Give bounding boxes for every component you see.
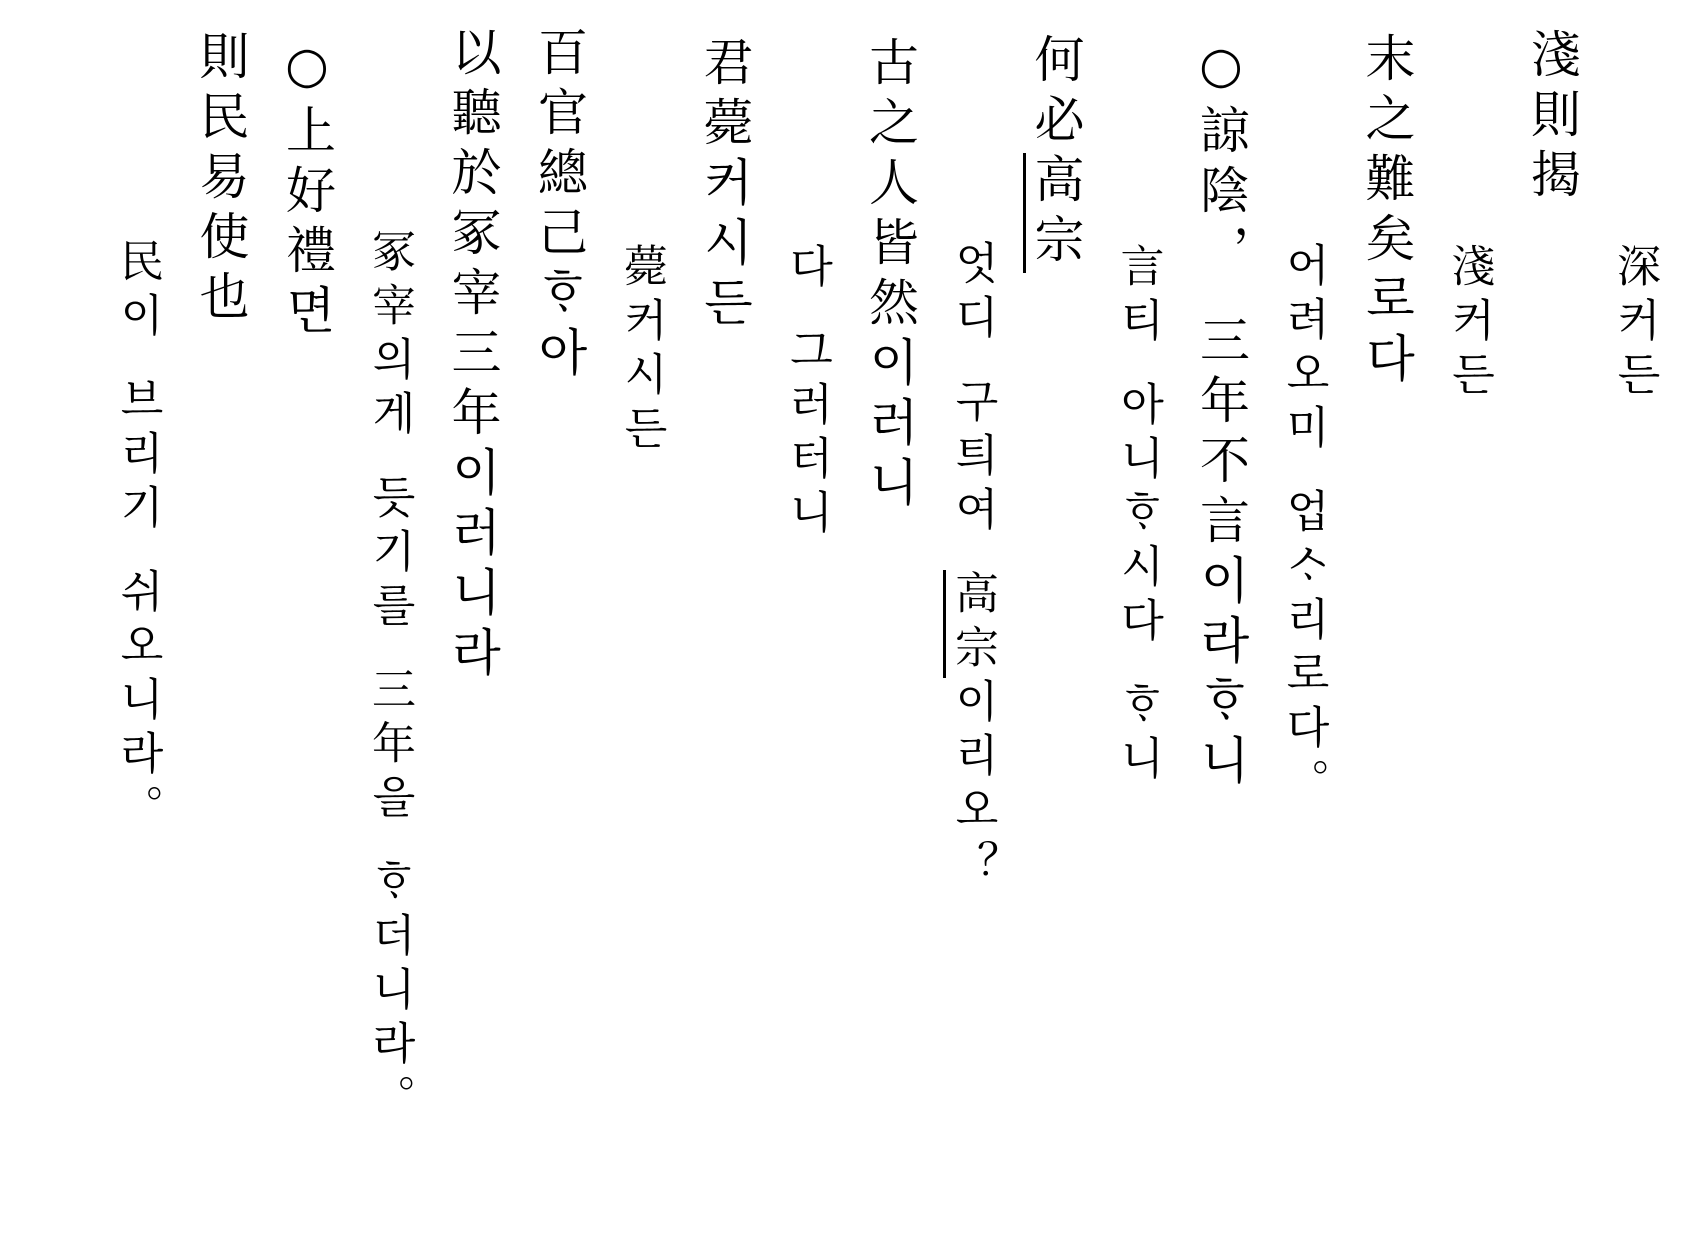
gloss-text-column bbox=[945, 0, 1000, 1239]
text-segment: 末之難矣로다 bbox=[1357, 32, 1416, 392]
text-segment: 則民易使也 bbox=[191, 30, 250, 330]
text-segment: 쉬오니라。 bbox=[112, 568, 163, 838]
text-segment: 深커든 bbox=[1609, 243, 1660, 405]
main-text-column bbox=[1024, 0, 1087, 1239]
text-segment: 何必 bbox=[1026, 33, 1085, 153]
main-text-column bbox=[1521, 0, 1584, 1239]
text-segment: 三年不言이라ᄒᆞ니 bbox=[1192, 314, 1250, 794]
main-text-column bbox=[441, 0, 504, 1239]
text-segment: 업ᄉᆞ리로다。 bbox=[1278, 488, 1329, 812]
main-text-column bbox=[189, 0, 252, 1239]
text-segment: ○上好禮면 bbox=[278, 36, 336, 344]
text-segment: 百官總己ᄒᆞ아 bbox=[530, 26, 588, 386]
main-text-column bbox=[276, 0, 339, 1239]
text-segment: 브리기 bbox=[112, 376, 163, 538]
gloss-text-column bbox=[362, 0, 417, 1239]
text-segment: 薨커시든 bbox=[616, 243, 667, 459]
gloss-text-column bbox=[1276, 0, 1331, 1239]
text-block bbox=[86, 0, 1662, 1239]
gloss-text-column bbox=[780, 0, 835, 1239]
text-segment: 아니ᄒᆞ시다 bbox=[1112, 381, 1164, 651]
text-segment: 民이 bbox=[112, 238, 163, 346]
text-segment: 三年을 bbox=[364, 666, 415, 828]
text-segment: 듯기를 bbox=[364, 474, 415, 636]
text-segment: 冢宰의게 bbox=[364, 228, 415, 444]
gloss-text-column bbox=[1442, 0, 1497, 1239]
text-segment: 淺커든 bbox=[1443, 243, 1495, 405]
main-text-column bbox=[859, 0, 922, 1239]
gloss-text-column bbox=[614, 0, 669, 1239]
text-segment: 그러터니 bbox=[781, 327, 833, 543]
text-segment: 君薨커시든 bbox=[695, 36, 754, 336]
text-segment: 古之人皆然이러니 bbox=[861, 36, 919, 516]
text-segment: 구틔여 bbox=[947, 378, 998, 540]
main-text-column bbox=[693, 0, 756, 1239]
main-text-column bbox=[1355, 0, 1418, 1239]
text-segment: 어려오미 bbox=[1278, 242, 1329, 458]
text-segment: 엇디 bbox=[947, 240, 998, 348]
main-text-column bbox=[528, 0, 591, 1239]
gloss-text-column bbox=[1607, 0, 1662, 1239]
proper-noun-segment: 高宗 bbox=[943, 570, 998, 678]
text-segment: 淺則揭 bbox=[1523, 28, 1581, 208]
text-segment: ᄒᆞ더니라。 bbox=[364, 858, 415, 1128]
main-text-column bbox=[1190, 0, 1253, 1239]
text-segment: ᄒᆞ니 bbox=[1112, 681, 1164, 789]
text-segment: 言티 bbox=[1112, 243, 1164, 351]
gloss-text-column bbox=[110, 0, 165, 1239]
proper-noun-segment: 高宗 bbox=[1023, 153, 1085, 273]
text-segment: 다 bbox=[781, 243, 833, 297]
text-segment: 以聽於冢宰三年이러니라 bbox=[443, 26, 502, 686]
text-segment: 이리오？ bbox=[947, 678, 998, 894]
gloss-text-column bbox=[1111, 0, 1166, 1239]
text-segment: ○諒陰， bbox=[1192, 36, 1250, 284]
